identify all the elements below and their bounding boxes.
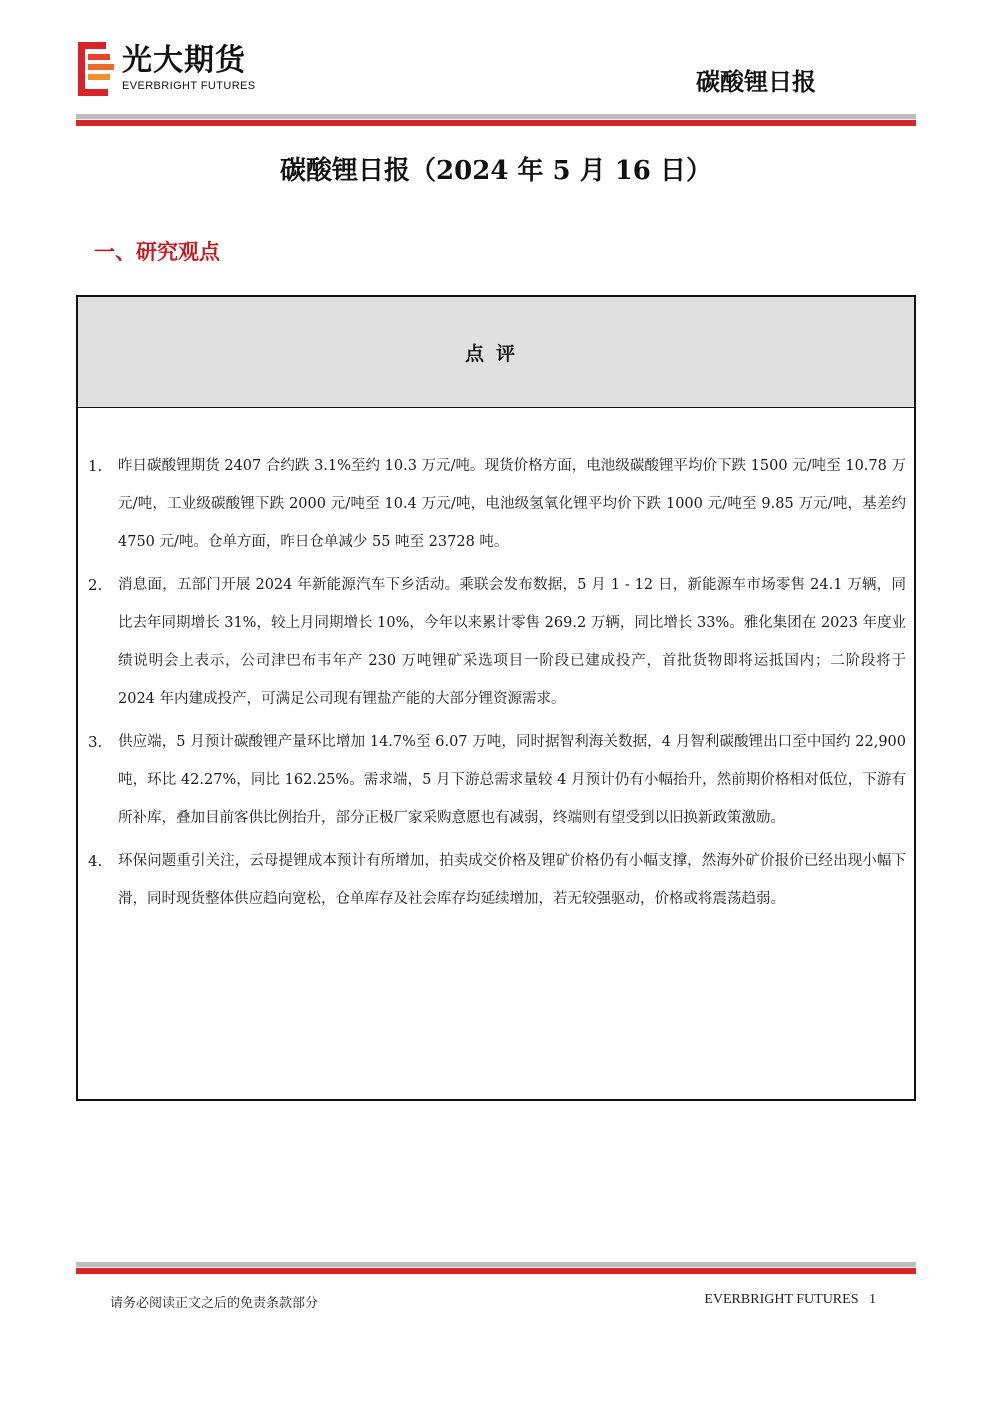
comment-item-number: 4. (88, 852, 103, 870)
comment-list (88, 447, 906, 923)
footer-rule-red (76, 1268, 916, 1274)
comment-item-text: 供应端，5 月预计碳酸锂产量环比增加 14.7%至 6.07 万吨，同时据智利海关数据，4 月智利碳酸锂出口至中国约 22,900 吨，环比 42.27%，同比 162.25%。需求端，5 月下游总需求量较 4 月预计仍有小幅抬升，然前期价格相对低位，下游有所补库，叠加目前客供比例抬升，部分正极厂家采购意愿也有减弱，终端则有望受到以旧换新政策激励。 (118, 734, 906, 826)
header-rule-red (76, 120, 916, 126)
brand-name-cn: 光大期货 (122, 43, 246, 78)
document-title: 碳酸锂日报（2024 年 5 月 16 日） (280, 156, 712, 186)
header-report-name: 碳酸锂日报 (696, 68, 816, 96)
section-heading: 一、研究观点 (94, 240, 220, 264)
brand-name-en: EVERBRIGHT FUTURES (122, 80, 256, 92)
comment-item-text: 消息面，五部门开展 2024 年新能源汽车下乡活动。乘联会发布数据，5 月 1 - 12 日，新能源车市场零售 24.1 万辆，同比去年同期增长 31%，较上月同期增长 10%，今年以来累计零售 269.2 万辆，同比增长 33%。雅化集团在 2023 年度业绩说明会上表示，公司津巴布韦年产 230 万吨锂矿采选项目一阶段已建成投产，首批货物即将运抵国内；二阶段将于 2024 年内建成投产，可满足公司现有锂盐产能的大部分锂资源需求。 (118, 577, 906, 707)
comment-item (88, 723, 906, 837)
comment-box (76, 295, 916, 1101)
comment-box-header-label: 点评 (464, 342, 527, 365)
comment-box-header (78, 297, 914, 408)
comment-item-text: 昨日碳酸锂期货 2407 合约跌 3.1%至约 10.3 万元/吨。现货价格方面，电池级碳酸锂平均价下跌 1500 元/吨至 10.78 万元/吨，工业级碳酸锂下跌 2000 元/吨至 10.4 万元/吨，电池级氢氧化锂平均价下跌 1000 元/吨至 9.85 万元/吨，基差约 4750 元/吨。仓单方面，昨日仓单减少 55 吨至 23728 吨。 (118, 458, 906, 550)
footer-brand (704, 1292, 876, 1308)
comment-item-text: 环保问题重引关注，云母提锂成本预计有所增加，拍卖成交价格及锂矿价格仍有小幅支撑，然海外矿价报价已经出现小幅下滑，同时现货整体供应趋向宽松，仓单库存及社会库存均延续增加，若无较强驱动，价格或将震荡趋弱。 (118, 853, 906, 907)
comment-item-number: 1. (88, 457, 103, 475)
footer-brand-en: EVERBRIGHT FUTURES (704, 1292, 859, 1307)
footer-rule-gray (76, 1262, 916, 1267)
comment-item (88, 566, 906, 718)
everbright-logo-icon (78, 42, 114, 96)
header-rule-gray (76, 114, 916, 119)
comment-item-number: 2. (88, 576, 103, 594)
comment-item-number: 3. (88, 733, 103, 751)
comment-item (88, 842, 906, 918)
comment-item (88, 447, 906, 561)
footer-disclaimer: 请务必阅读正文之后的免责条款部分 (110, 1296, 319, 1311)
page-number: 1 (869, 1292, 876, 1307)
